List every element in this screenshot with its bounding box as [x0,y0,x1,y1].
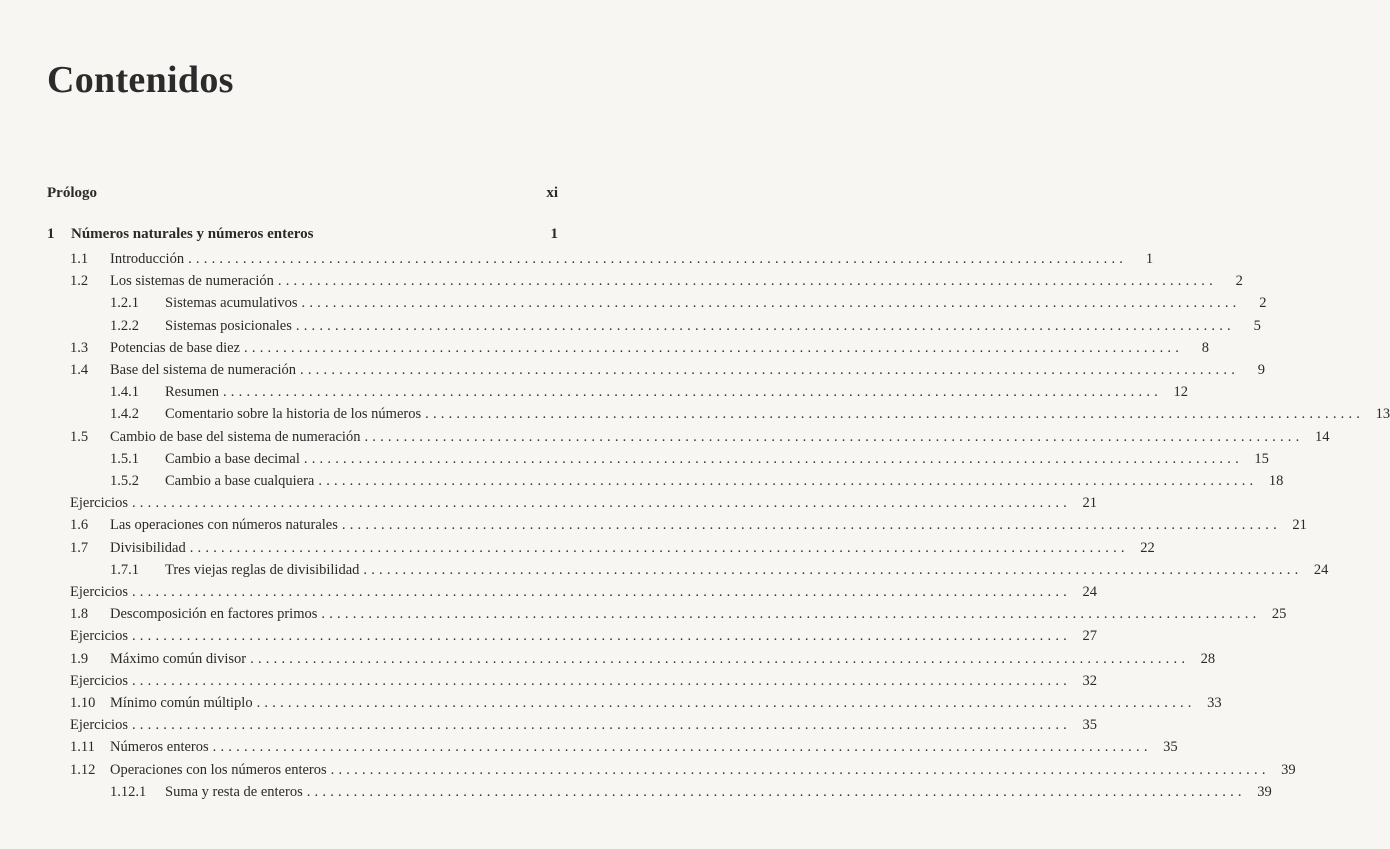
dot-leader: ........................................................................................................................ [330,761,1270,778]
toc-entry-number: 1.4.2 [110,406,139,423]
toc-entry-title: Potencias de base diez [110,339,241,356]
toc-entry-title: Las operaciones con números naturales [110,517,338,534]
toc-entry-title: Ejercicios [70,717,128,734]
toc-entry-title: Mínimo común múltiplo [110,695,253,711]
toc-entry[interactable] [70,337,1210,359]
toc-entry-title: Sistemas acumulativos [165,295,298,312]
toc-entry[interactable] [110,559,1329,581]
toc-entry-number: 1.7 [70,539,89,556]
toc-entry[interactable] [70,492,1097,514]
toc-entry[interactable] [70,670,1097,692]
dot-leader: ........................................................................................................................ [295,317,1235,334]
toc-entry[interactable] [70,359,1266,381]
dot-leader: ........................................................................................................................ [364,428,1304,445]
toc-entry-page: 9 [1257,362,1266,378]
toc-entry[interactable] [110,470,1284,492]
dot-leader: ........................................................................................................................ [131,628,1071,645]
toc-entry-number: 1.2 [70,273,89,290]
chapter-title: Números naturales y números enteros [71,226,314,242]
dot-leader: ........................................................................................................................ [189,539,1129,556]
toc-entry-page: 5 [1253,317,1261,334]
dot-leader: ........................................................................................................................ [425,406,1365,423]
toc-entry[interactable] [110,315,1261,337]
toc-entry-number: 1.4 [70,362,89,378]
prologue-page: xi [546,185,558,201]
dot-leader: ........................................................................................................................ [131,717,1071,734]
toc-entry-title: Cambio a base decimal [165,450,300,467]
toc-entry[interactable] [70,248,1154,270]
toc-entry-title: Números enteros [110,739,209,756]
toc-entry-title: Operaciones con los números enteros [110,761,327,778]
dot-leader: ........................................................................................................................ [222,384,1162,401]
toc-entry[interactable] [70,759,1296,781]
toc-entry[interactable] [110,403,1390,425]
toc-entry[interactable] [70,537,1155,559]
toc-entry-number: 1.12 [70,761,96,778]
toc-entry-number: 1.10 [70,695,96,711]
toc-entry-page: 25 [1271,606,1287,623]
toc-entry-number: 1.1 [70,251,89,267]
toc-entry-number: 1.8 [70,606,89,623]
toc-entry-page: 8 [1201,339,1210,356]
toc-entry-title: Divisibilidad [110,539,186,556]
dot-leader: ........................................................................................................................ [131,495,1071,512]
toc-entry-page: 21 [1082,495,1097,512]
toc-entry-number: 1.6 [70,517,89,534]
toc-entry-number: 1.5.1 [110,450,139,467]
dot-leader: ........................................................................................................................ [341,517,1281,534]
toc-entry-page: 33 [1207,695,1222,711]
toc-entry-title: Ejercicios [70,584,128,600]
toc-chapter-1[interactable] [47,226,558,243]
toc-entry-title: Cambio a base cualquiera [165,473,315,489]
toc-entry-title: Máximo común divisor [110,650,247,667]
toc-entry-page: 15 [1254,450,1269,467]
dot-leader: ........................................................................................................................ [321,606,1261,623]
chapter-number: 1 [47,226,55,242]
toc-entry-page: 22 [1140,539,1155,556]
toc-entry-page: 1 [1145,251,1154,267]
dot-leader: ........................................................................................................................ [256,695,1196,711]
dot-leader: ........................................................................................................................ [301,295,1241,312]
toc-entry-page: 14 [1314,428,1330,445]
toc-entry[interactable] [70,426,1330,448]
dot-leader: ........................................................................................................................ [131,672,1071,689]
toc-entry-page: 21 [1292,517,1307,534]
toc-entry-number: 1.5 [70,428,89,445]
toc-entry[interactable] [70,714,1097,736]
dot-leader: ........................................................................................................................ [188,251,1128,267]
toc-entry[interactable] [110,448,1269,470]
toc-entry-number: 1.5.2 [110,473,139,489]
toc-entry-title: Suma y resta de enteros [165,783,303,800]
toc-entry-title: Base del sistema de numeración [110,362,297,378]
toc-entry-number: 1.7.1 [110,561,139,578]
dot-leader: ........................................................................................................................ [277,273,1217,290]
toc-entry-number: 1.9 [70,650,89,667]
toc-entry-page: 39 [1257,783,1272,800]
toc-entry-page: 28 [1200,650,1216,667]
toc-entry-title: Ejercicios [70,672,128,689]
toc-entry-title: Ejercicios [70,628,128,645]
dot-leader: ........................................................................................................................ [131,584,1071,600]
toc-entry-title: Ejercicios [70,495,128,512]
toc-entry-number: 1.11 [70,739,95,756]
toc-entry-page: 27 [1082,628,1097,645]
toc-entry-title: Introducción [110,251,185,267]
toc-entry-page: 2 [1235,273,1243,290]
toc-entry-number: 1.2.1 [110,295,139,312]
toc-entry-page: 32 [1082,672,1097,689]
toc-entry-title: Resumen [165,384,219,401]
toc-entry-number: 1.3 [70,339,89,356]
toc-entry[interactable] [110,292,1267,314]
toc-entry-title: Descomposición en factores primos [110,606,318,623]
toc-entry[interactable] [110,781,1272,803]
toc-entry[interactable] [70,692,1222,714]
dot-leader: ........................................................................................................................ [212,739,1152,756]
toc-entry-number: 1.2.2 [110,317,139,334]
dot-leader: ........................................................................................................................ [306,783,1246,800]
prologue-label: Prólogo [47,185,97,201]
dot-leader: ........................................................................................................................ [318,473,1258,489]
toc-entry-title: Comentario sobre la historia de los números [165,406,422,423]
dot-leader: ........................................................................................................................ [250,650,1190,667]
toc-entry-page: 13 [1375,406,1390,423]
toc-entry-title: Los sistemas de numeración [110,273,274,290]
toc-entry[interactable] [70,270,1243,292]
toc-prologue[interactable] [47,185,558,202]
dot-leader: ........................................................................................................................ [363,561,1303,578]
page-title: Contenidos [47,59,234,101]
toc-entry[interactable] [70,581,1097,603]
toc-entry[interactable] [110,381,1188,403]
toc-entry-page: 39 [1281,761,1296,778]
toc-entry-number: 1.12.1 [110,783,147,800]
toc-entry-title: Cambio de base del sistema de numeración [110,428,361,445]
toc-entry[interactable] [70,736,1178,758]
toc-entry-page: 35 [1082,717,1097,734]
toc-entry-page: 35 [1163,739,1178,756]
toc-entry[interactable] [70,625,1097,647]
toc-entry-title: Tres viejas reglas de divisibilidad [165,561,360,578]
toc-entry-page: 18 [1268,473,1284,489]
toc-entry-page: 12 [1173,384,1188,401]
toc-entry[interactable] [70,603,1287,625]
toc-entry-number: 1.4.1 [110,384,139,401]
toc-entry[interactable] [70,514,1307,536]
toc-entry-page: 24 [1313,561,1329,578]
toc-entry-page: 24 [1082,584,1097,600]
dot-leader: ........................................................................................................................ [244,339,1184,356]
dot-leader: ........................................................................................................................ [303,450,1243,467]
toc-entry[interactable] [70,648,1216,670]
chapter-page: 1 [550,226,558,242]
toc-entry-page: 2 [1259,295,1267,312]
dot-leader: ........................................................................................................................ [300,362,1240,378]
toc-entry-title: Sistemas posicionales [165,317,292,334]
